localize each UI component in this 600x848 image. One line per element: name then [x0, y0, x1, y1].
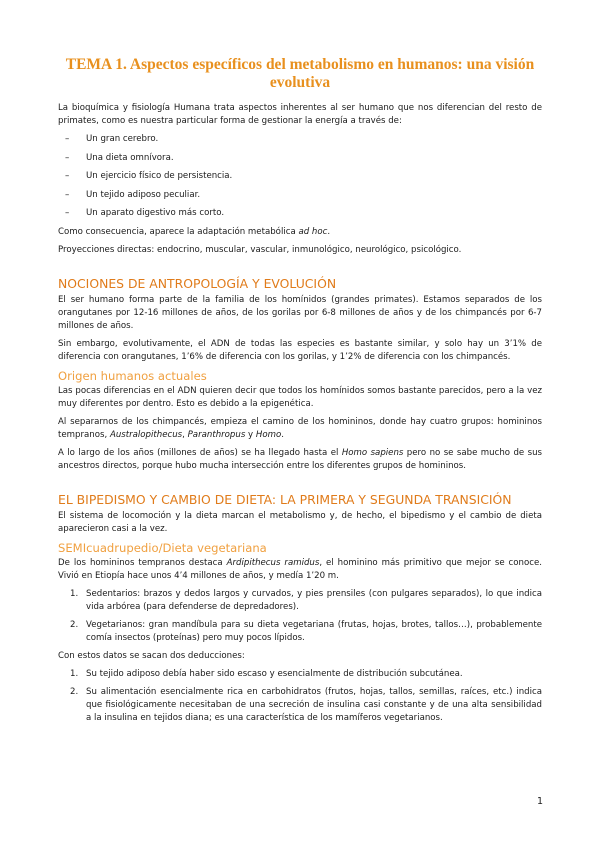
text-run: pero no se sabe mucho de sus ancestros directos, porque hubo mucha intersección entre los diferentes grupos de homininos.	[58, 447, 543, 471]
list-item	[58, 588, 542, 614]
section-heading-bipedismo: EL BIPEDISMO Y CAMBIO DE DIETA: LA PRIMERA Y SEGUNDA TRANSICIÓN	[58, 491, 512, 507]
projections-paragraph: Proyecciones directas: endocrino, muscular, vascular, inmunológico, neurológico, psicológico.	[58, 244, 462, 255]
text-run: Como consecuencia, aparece la adaptación metabólica	[58, 226, 299, 237]
list-item	[58, 619, 542, 645]
emphasis-text: Homo sapiens	[341, 447, 404, 458]
text-run: De los homininos tempranos destaca	[58, 557, 227, 568]
traits-list	[58, 588, 542, 645]
list-item: – Un tejido adiposo peculiar.	[58, 189, 542, 202]
section-paragraph	[58, 447, 542, 473]
list-item: – Un ejercicio físico de persistencia.	[58, 170, 542, 183]
list-number: 1.	[70, 668, 79, 679]
list-text: Su tejido adiposo debía haber sido escaso y esencialmente de distribución subcutánea.	[86, 668, 463, 679]
page-number: 1	[536, 796, 543, 807]
list-item	[58, 686, 542, 725]
section-paragraph: Con estos datos se sacan dos deducciones:	[58, 650, 245, 661]
section-paragraph: El sistema de locomoción y la dieta marcan el metabolismo y, de hecho, el bipedismo y el cambio de dieta aparecieron casi a la vez.	[58, 510, 542, 534]
list-item	[58, 668, 542, 681]
list-text: Vegetarianos: gran mandíbula para su dieta vegetariana (frutas, hojas, brotes, tallos…), probablemente comía insectos (proteínas) pero muy pocos lípidos.	[86, 619, 542, 643]
emphasis-text: Ardipithecus ramidus	[226, 557, 320, 568]
text-run: , el hominino más primitivo que mejor se conoce. Vivió en Etiopía hace unos 4’4 millones de años, y medía 1’20 m.	[58, 557, 542, 581]
emphasis-text: Australopithecus	[109, 429, 183, 440]
emphasis-text: Paranthropus	[187, 429, 246, 440]
section-paragraph	[58, 557, 542, 583]
section-paragraph: Sin embargo, evolutivamente, el ADN de todas las especies es bastante similar, y solo hay un 3’1% de diferencia con orangutanes, 1’6% de diferencia con los gorilas, y 1’2% de diferencia con los chimpancés.	[58, 338, 542, 362]
text-run: Al separarnos de los chimpancés, empieza el camino de los homininos, donde hay cuatro grupos: homininos tempranos,	[58, 416, 542, 440]
intro-paragraph: La bioquímica y fisiología Humana trata aspectos inherentes al ser humano que nos diferencian del resto de primates, como es nuestra particular forma de gestionar la energía a través de:	[58, 103, 542, 126]
emphasis-text: Homo	[255, 429, 282, 440]
subsection-heading-origen: Origen humanos actuales	[58, 368, 207, 383]
text-run: A lo largo de los años (millones de años) se ha llegado hasta el	[58, 447, 342, 458]
text-run: .	[327, 226, 331, 237]
list-number: 2.	[70, 686, 79, 697]
list-text: Su alimentación esencialmente rica en carbohidratos (frutos, hojas, tallos, semillas, raíces, etc.) indica que fisiológicamente necesitaban de una secreción de insulina casi constante y de una alta sensibilidad a la insulina en tejidos diana; es una característica de los mamíferos vegetarianos.	[86, 686, 542, 723]
emphasis-text: ad hoc	[298, 226, 328, 237]
page-title: TEMA 1. Aspectos específicos del metabolismo en humanos: una visión evolutiva	[65, 56, 535, 91]
list-number: 2.	[70, 619, 79, 630]
text-run: y	[245, 429, 256, 440]
consequence-paragraph	[58, 226, 542, 239]
section-heading-antropologia: NOCIONES DE ANTROPOLOGÍA Y EVOLUCIÓN	[58, 275, 337, 291]
text-run: ,	[182, 429, 188, 440]
list-text: Sedentarios: brazos y dedos largos y curvados, y pies prensiles (con pulgares separados), lo que indica vida arbórea (para defenderse de depredadores).	[86, 588, 542, 612]
subsection-heading-semicuadrupedio: SEMIcuadrupedio/Dieta vegetariana	[58, 540, 267, 555]
section-paragraph: El ser humano forma parte de la familia de los homínidos (grandes primates). Estamos separados de los orangutanes por 12-16 millones de años, de los gorilas por 6-8 millones de años y de los chimpancés por 6-7 millones de años.	[58, 294, 542, 331]
section-paragraph: Las pocas diferencias en el ADN quieren decir que todos los homínidos somos bastante parecidos, pero a la vez muy diferentes por dentro. Esto es debido a la epigenética.	[58, 385, 542, 409]
text-run: .	[281, 429, 284, 440]
list-item: – Una dieta omnívora.	[58, 152, 542, 165]
list-number: 1.	[70, 588, 79, 599]
list-item: – Un aparato digestivo más corto.	[58, 207, 542, 220]
deductions-list	[58, 668, 542, 725]
intro-list	[58, 133, 542, 220]
list-item: – Un gran cerebro.	[58, 133, 542, 146]
section-paragraph	[58, 416, 542, 442]
